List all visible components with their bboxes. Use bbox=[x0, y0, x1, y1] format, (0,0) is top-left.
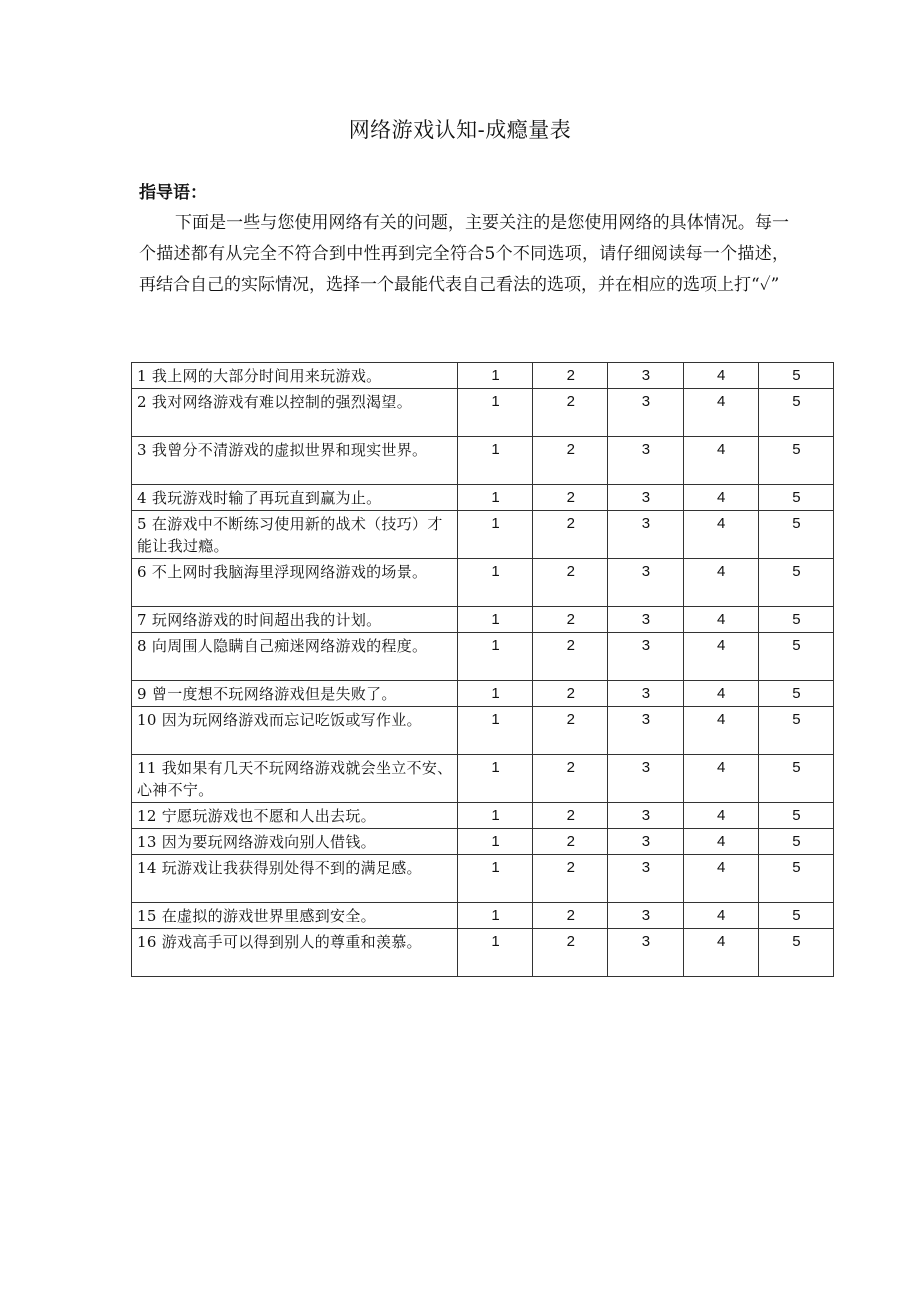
option-2[interactable]: 2 bbox=[533, 803, 608, 829]
option-5[interactable]: 5 bbox=[758, 607, 833, 633]
option-1[interactable]: 1 bbox=[458, 559, 533, 607]
option-1[interactable]: 1 bbox=[458, 437, 533, 485]
item-text: 10 因为玩网络游戏而忘记吃饭或写作业。 bbox=[132, 707, 458, 755]
table-row bbox=[132, 929, 834, 977]
option-5[interactable]: 5 bbox=[758, 829, 833, 855]
option-5[interactable]: 5 bbox=[758, 389, 833, 437]
item-text: 3 我曾分不清游戏的虚拟世界和现实世界。 bbox=[132, 437, 458, 485]
item-text: 5 在游戏中不断练习使用新的战术（技巧）才能让我过瘾。 bbox=[132, 511, 458, 559]
option-4[interactable]: 4 bbox=[683, 929, 758, 977]
option-3[interactable]: 3 bbox=[608, 855, 683, 903]
item-text: 11 我如果有几天不玩网络游戏就会坐立不安、心神不宁。 bbox=[132, 755, 458, 803]
option-4[interactable]: 4 bbox=[683, 363, 758, 389]
option-3[interactable]: 3 bbox=[608, 559, 683, 607]
option-1[interactable]: 1 bbox=[458, 607, 533, 633]
item-text: 8 向周围人隐瞒自己痴迷网络游戏的程度。 bbox=[132, 633, 458, 681]
option-3[interactable]: 3 bbox=[608, 363, 683, 389]
table-row bbox=[132, 707, 834, 755]
option-2[interactable]: 2 bbox=[533, 755, 608, 803]
option-3[interactable]: 3 bbox=[608, 511, 683, 559]
option-4[interactable]: 4 bbox=[683, 559, 758, 607]
table-row bbox=[132, 485, 834, 511]
option-1[interactable]: 1 bbox=[458, 803, 533, 829]
table-row bbox=[132, 855, 834, 903]
option-2[interactable]: 2 bbox=[533, 389, 608, 437]
option-2[interactable]: 2 bbox=[533, 633, 608, 681]
option-2[interactable]: 2 bbox=[533, 511, 608, 559]
option-2[interactable]: 2 bbox=[533, 707, 608, 755]
item-text: 2 我对网络游戏有难以控制的强烈渴望。 bbox=[132, 389, 458, 437]
option-5[interactable]: 5 bbox=[758, 855, 833, 903]
option-2[interactable]: 2 bbox=[533, 485, 608, 511]
option-1[interactable]: 1 bbox=[458, 903, 533, 929]
option-3[interactable]: 3 bbox=[608, 389, 683, 437]
option-4[interactable]: 4 bbox=[683, 829, 758, 855]
intro-paragraph: 下面是一些与您使用网络有关的问题，主要关注的是您使用网络的具体情况。每一个描述都有从完全不符合到中性再到完全符合5个不同选项，请仔细阅读每一个描述，再结合自己的实际情况，选择一个最能代表自己看法的选项，并在相应的选项上打“✓” bbox=[139, 213, 789, 295]
table-row bbox=[132, 755, 834, 803]
item-text: 15 在虚拟的游戏世界里感到安全。 bbox=[132, 903, 458, 929]
option-3[interactable]: 3 bbox=[608, 681, 683, 707]
option-5[interactable]: 5 bbox=[758, 755, 833, 803]
page-title: 网络游戏认知-成瘾量表 bbox=[348, 118, 572, 142]
table-row bbox=[132, 511, 834, 559]
option-5[interactable]: 5 bbox=[758, 559, 833, 607]
option-4[interactable]: 4 bbox=[683, 607, 758, 633]
table-row bbox=[132, 607, 834, 633]
option-3[interactable]: 3 bbox=[608, 437, 683, 485]
option-4[interactable]: 4 bbox=[683, 633, 758, 681]
option-2[interactable]: 2 bbox=[533, 903, 608, 929]
table-row bbox=[132, 829, 834, 855]
option-2[interactable]: 2 bbox=[533, 929, 608, 977]
option-2[interactable]: 2 bbox=[533, 607, 608, 633]
option-4[interactable]: 4 bbox=[683, 903, 758, 929]
option-3[interactable]: 3 bbox=[608, 633, 683, 681]
option-4[interactable]: 4 bbox=[683, 755, 758, 803]
option-4[interactable]: 4 bbox=[683, 389, 758, 437]
option-5[interactable]: 5 bbox=[758, 437, 833, 485]
option-3[interactable]: 3 bbox=[608, 929, 683, 977]
table-row bbox=[132, 437, 834, 485]
item-text: 12 宁愿玩游戏也不愿和人出去玩。 bbox=[132, 803, 458, 829]
item-text: 13 因为要玩网络游戏向别人借钱。 bbox=[132, 829, 458, 855]
item-text: 16 游戏高手可以得到别人的尊重和羡慕。 bbox=[132, 929, 458, 977]
option-5[interactable]: 5 bbox=[758, 363, 833, 389]
option-2[interactable]: 2 bbox=[533, 681, 608, 707]
option-1[interactable]: 1 bbox=[458, 855, 533, 903]
option-1[interactable]: 1 bbox=[458, 755, 533, 803]
option-5[interactable]: 5 bbox=[758, 929, 833, 977]
table-row bbox=[132, 633, 834, 681]
table-row bbox=[132, 389, 834, 437]
option-3[interactable]: 3 bbox=[608, 803, 683, 829]
option-4[interactable]: 4 bbox=[683, 485, 758, 511]
option-2[interactable]: 2 bbox=[533, 855, 608, 903]
option-3[interactable]: 3 bbox=[608, 903, 683, 929]
guide-label: 指导语： bbox=[139, 183, 207, 203]
option-4[interactable]: 4 bbox=[683, 803, 758, 829]
option-2[interactable]: 2 bbox=[533, 363, 608, 389]
option-1[interactable]: 1 bbox=[458, 511, 533, 559]
option-1[interactable]: 1 bbox=[458, 707, 533, 755]
option-2[interactable]: 2 bbox=[533, 437, 608, 485]
option-5[interactable]: 5 bbox=[758, 511, 833, 559]
option-3[interactable]: 3 bbox=[608, 829, 683, 855]
option-4[interactable]: 4 bbox=[683, 437, 758, 485]
table-row bbox=[132, 681, 834, 707]
item-text: 9 曾一度想不玩网络游戏但是失败了。 bbox=[132, 681, 458, 707]
table-row bbox=[132, 363, 834, 389]
option-1[interactable]: 1 bbox=[458, 681, 533, 707]
option-3[interactable]: 3 bbox=[608, 755, 683, 803]
item-text: 4 我玩游戏时输了再玩直到赢为止。 bbox=[132, 485, 458, 511]
item-text: 1 我上网的大部分时间用来玩游戏。 bbox=[132, 363, 458, 389]
option-5[interactable]: 5 bbox=[758, 903, 833, 929]
option-1[interactable]: 1 bbox=[458, 363, 533, 389]
option-2[interactable]: 2 bbox=[533, 829, 608, 855]
table-row bbox=[132, 559, 834, 607]
option-5[interactable]: 5 bbox=[758, 681, 833, 707]
option-4[interactable]: 4 bbox=[683, 681, 758, 707]
option-1[interactable]: 1 bbox=[458, 389, 533, 437]
option-5[interactable]: 5 bbox=[758, 633, 833, 681]
table-row bbox=[132, 903, 834, 929]
option-4[interactable]: 4 bbox=[683, 707, 758, 755]
option-3[interactable]: 3 bbox=[608, 485, 683, 511]
option-5[interactable]: 5 bbox=[758, 485, 833, 511]
option-3[interactable]: 3 bbox=[608, 707, 683, 755]
option-3[interactable]: 3 bbox=[608, 607, 683, 633]
option-4[interactable]: 4 bbox=[683, 511, 758, 559]
option-5[interactable]: 5 bbox=[758, 707, 833, 755]
item-text: 6 不上网时我脑海里浮现网络游戏的场景。 bbox=[132, 559, 458, 607]
option-5[interactable]: 5 bbox=[758, 803, 833, 829]
item-text: 7 玩网络游戏的时间超出我的计划。 bbox=[132, 607, 458, 633]
option-2[interactable]: 2 bbox=[533, 559, 608, 607]
option-4[interactable]: 4 bbox=[683, 855, 758, 903]
option-1[interactable]: 1 bbox=[458, 485, 533, 511]
option-1[interactable]: 1 bbox=[458, 929, 533, 977]
option-1[interactable]: 1 bbox=[458, 633, 533, 681]
table-row bbox=[132, 803, 834, 829]
item-text: 14 玩游戏让我获得别处得不到的满足感。 bbox=[132, 855, 458, 903]
option-1[interactable]: 1 bbox=[458, 829, 533, 855]
scale-table bbox=[131, 362, 834, 977]
